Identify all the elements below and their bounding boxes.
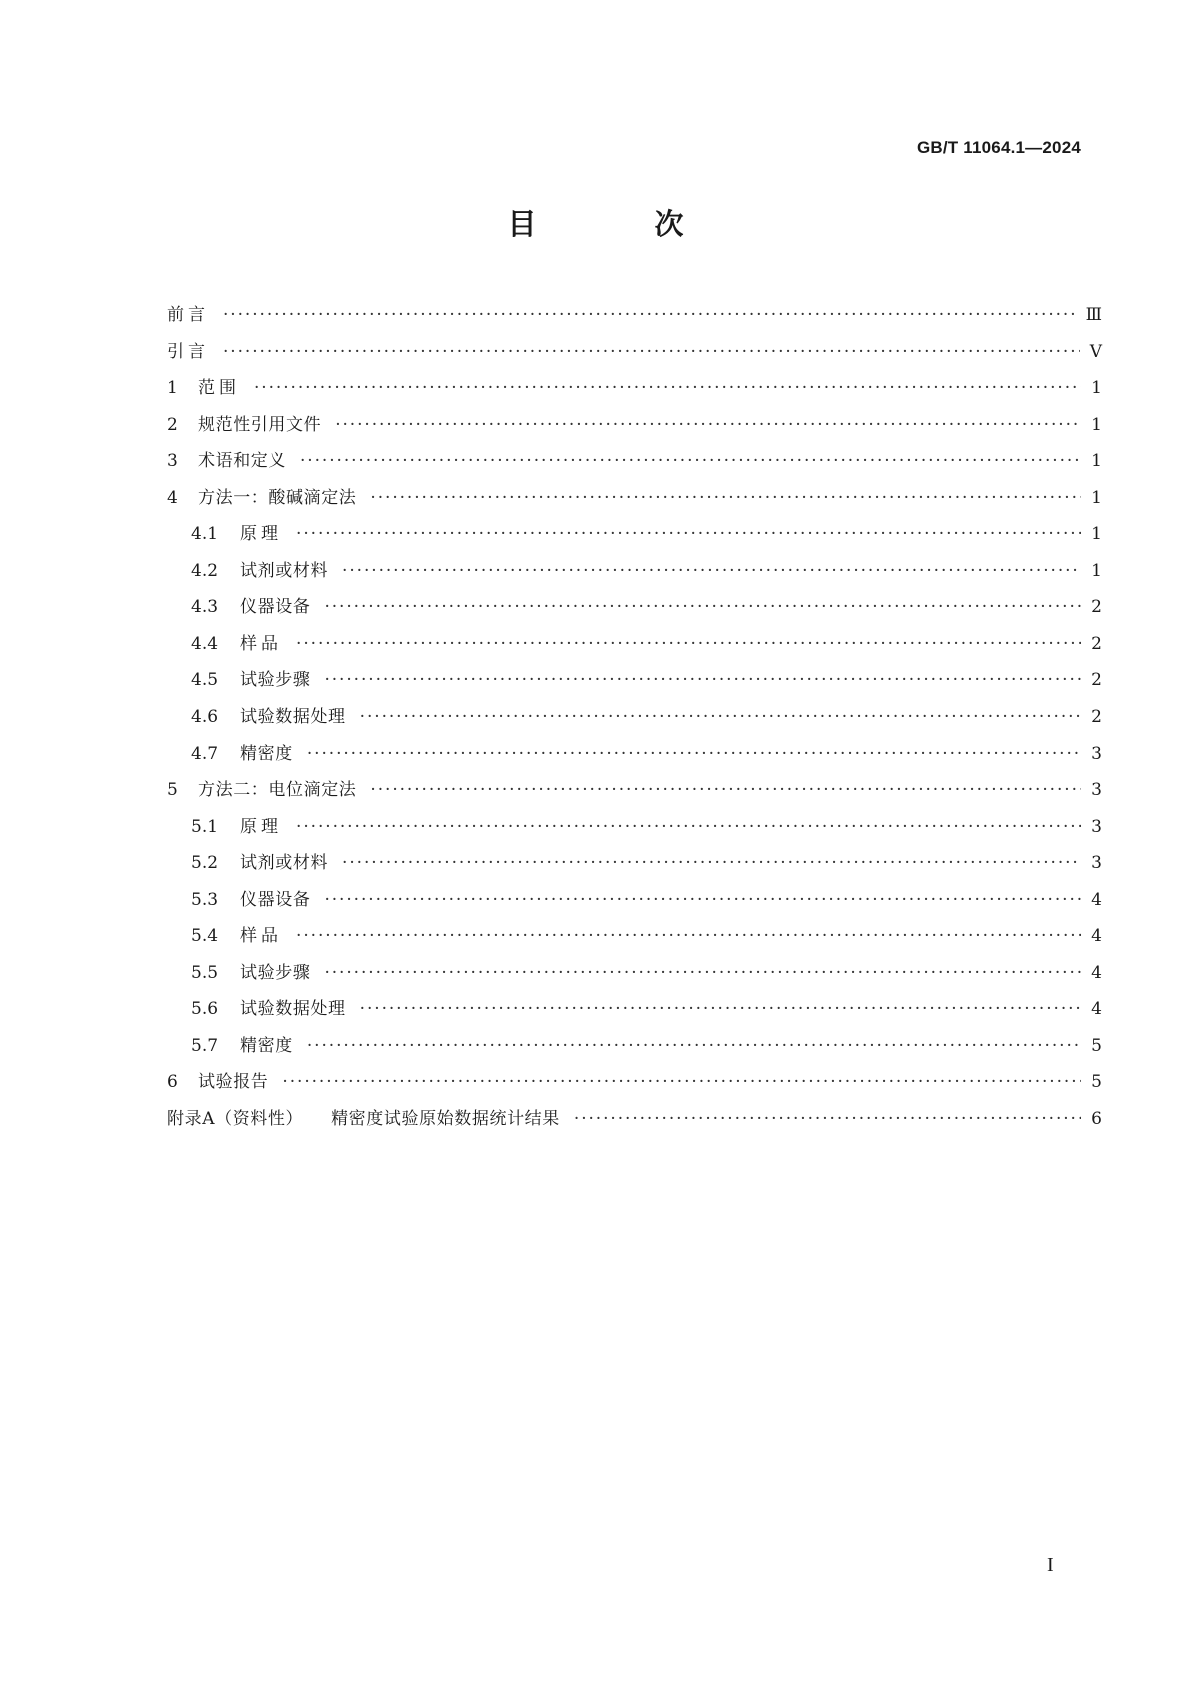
dot-leader	[223, 342, 1080, 362]
toc-entry-number: 3	[167, 451, 178, 472]
toc-entry-page: 2	[1091, 707, 1102, 728]
toc-entry-title: 精密度	[240, 743, 293, 764]
toc-entry-page: 2	[1091, 597, 1102, 618]
toc-entry[interactable]	[167, 812, 1102, 849]
toc-entry-title: 试剂或材料	[240, 560, 329, 581]
toc-entry-title: 术语和定义	[198, 451, 286, 472]
toc-entry-number: 4.7	[191, 743, 219, 764]
toc-entry-title: 精密度	[240, 1035, 293, 1056]
toc-entry-page: 2	[1091, 670, 1102, 691]
toc-entry-title: 规范性引用文件	[198, 414, 322, 435]
toc-entry[interactable]	[167, 665, 1102, 702]
toc-entry[interactable]	[167, 373, 1102, 410]
dot-leader	[296, 634, 1081, 654]
dot-leader	[296, 926, 1081, 946]
dot-leader	[324, 597, 1081, 617]
toc-entry[interactable]	[167, 1031, 1102, 1068]
dot-leader	[296, 524, 1081, 544]
dot-leader	[574, 1109, 1081, 1129]
toc-entry-page: 1	[1091, 524, 1102, 545]
table-of-contents	[167, 300, 1102, 1141]
toc-entry-number: 4.4	[191, 633, 219, 654]
toc-entry-page: 4	[1091, 926, 1102, 947]
toc-entry-page: 1	[1091, 487, 1102, 508]
toc-entry-number: 5.1	[191, 816, 219, 837]
toc-entry-page: 1	[1091, 451, 1102, 472]
dot-leader	[296, 817, 1081, 837]
toc-entry-page: 3	[1091, 743, 1102, 764]
dot-leader	[324, 963, 1081, 983]
toc-entry-page: 1	[1091, 560, 1102, 581]
toc-entry[interactable]	[167, 300, 1102, 337]
dot-leader	[282, 1072, 1081, 1092]
dot-leader	[342, 853, 1081, 873]
toc-entry-number: 5.2	[191, 853, 219, 874]
toc-entry-number: 2	[167, 414, 178, 435]
toc-entry-number: 5.4	[191, 926, 219, 947]
toc-entry-number: 5.5	[191, 962, 219, 983]
toc-entry[interactable]	[167, 1067, 1102, 1104]
toc-entry[interactable]	[167, 556, 1102, 593]
toc-entry-number: 5	[167, 780, 178, 801]
dot-leader	[254, 378, 1081, 398]
toc-entry-page: 1	[1091, 414, 1102, 435]
toc-entry-title: 前言	[167, 305, 209, 325]
toc-entry[interactable]	[167, 629, 1102, 666]
toc-entry[interactable]	[167, 592, 1102, 629]
toc-entry-page: 6	[1091, 1109, 1102, 1130]
toc-entry[interactable]	[167, 739, 1102, 776]
dot-leader	[342, 561, 1081, 581]
toc-entry-number: 4.2	[191, 560, 219, 581]
toc-entry-number: 5.3	[191, 889, 219, 910]
toc-entry[interactable]	[167, 1104, 1102, 1141]
toc-entry-title: 样品	[240, 633, 283, 654]
toc-entry-page: 5	[1091, 1072, 1102, 1093]
toc-entry-number: 4	[167, 487, 178, 508]
toc-entry-title: 原理	[240, 524, 283, 545]
toc-entry-title: 原理	[240, 816, 283, 837]
dot-leader	[324, 890, 1081, 910]
dot-leader	[335, 415, 1081, 435]
toc-entry-title: 仪器设备	[240, 889, 311, 910]
toc-entry[interactable]	[167, 921, 1102, 958]
toc-entry-title: 范围	[198, 378, 240, 399]
toc-entry-page: Ⅴ	[1089, 341, 1102, 362]
toc-entry-number: 5.7	[191, 1035, 219, 1056]
toc-entry[interactable]	[167, 519, 1102, 556]
standard-code: GB/T 11064.1—2024	[916, 138, 1081, 157]
toc-entry-annex-title: 精密度试验原始数据统计结果	[331, 1109, 560, 1130]
toc-entry-page: 2	[1091, 633, 1102, 654]
dot-leader	[370, 488, 1081, 508]
toc-entry-number: 4.3	[191, 597, 219, 618]
toc-entry[interactable]	[167, 446, 1102, 483]
toc-entry-title: 方法二：电位滴定法	[198, 780, 357, 801]
toc-entry-number: 4.6	[191, 707, 219, 728]
toc-entry-title: 方法一：酸碱滴定法	[198, 487, 357, 508]
toc-entry-page: 3	[1091, 816, 1102, 837]
toc-entry-number: 4.1	[191, 524, 219, 545]
toc-entry-page: 4	[1091, 999, 1102, 1020]
toc-entry-title: 附录A（资料性）	[167, 1109, 304, 1130]
toc-entry-page: 3	[1091, 853, 1102, 874]
dot-leader	[307, 1036, 1081, 1056]
toc-entry-title: 试剂或材料	[240, 853, 329, 874]
dot-leader	[360, 999, 1082, 1019]
toc-entry-title: 试验数据处理	[240, 999, 346, 1020]
toc-entry[interactable]	[167, 885, 1102, 922]
toc-entry[interactable]	[167, 483, 1102, 520]
dot-leader	[360, 707, 1082, 727]
dot-leader	[300, 451, 1081, 471]
toc-entry-title: 试验数据处理	[240, 707, 346, 728]
toc-entry[interactable]	[167, 958, 1102, 995]
toc-entry-page: 4	[1091, 962, 1102, 983]
dot-leader	[223, 305, 1076, 325]
toc-entry-title: 试验报告	[198, 1072, 269, 1093]
toc-entry-number: 5.6	[191, 999, 219, 1020]
toc-entry[interactable]	[167, 848, 1102, 885]
toc-entry-title: 仪器设备	[240, 597, 311, 618]
toc-entry-page: 4	[1091, 889, 1102, 910]
dot-leader	[370, 780, 1081, 800]
toc-entry-page: Ⅲ	[1085, 305, 1102, 325]
toc-entry-title: 引言	[167, 341, 209, 362]
dot-leader	[324, 670, 1081, 690]
toc-entry-number: 6	[167, 1072, 178, 1093]
toc-entry[interactable]	[167, 410, 1102, 447]
toc-entry[interactable]	[167, 337, 1102, 374]
toc-entry[interactable]	[167, 994, 1102, 1031]
toc-entry[interactable]	[167, 775, 1102, 812]
page-number: I	[1047, 1554, 1054, 1576]
page-title: 目 次	[507, 207, 738, 241]
toc-entry-title: 试验步骤	[240, 962, 311, 983]
toc-entry-number: 1	[167, 378, 178, 399]
toc-entry-page: 5	[1091, 1035, 1102, 1056]
toc-entry-page: 1	[1091, 378, 1102, 399]
toc-entry-page: 3	[1091, 780, 1102, 801]
toc-entry-title: 样品	[240, 926, 283, 947]
toc-entry-title: 试验步骤	[240, 670, 311, 691]
toc-entry[interactable]	[167, 702, 1102, 739]
dot-leader	[307, 744, 1081, 764]
toc-entry-number: 4.5	[191, 670, 219, 691]
